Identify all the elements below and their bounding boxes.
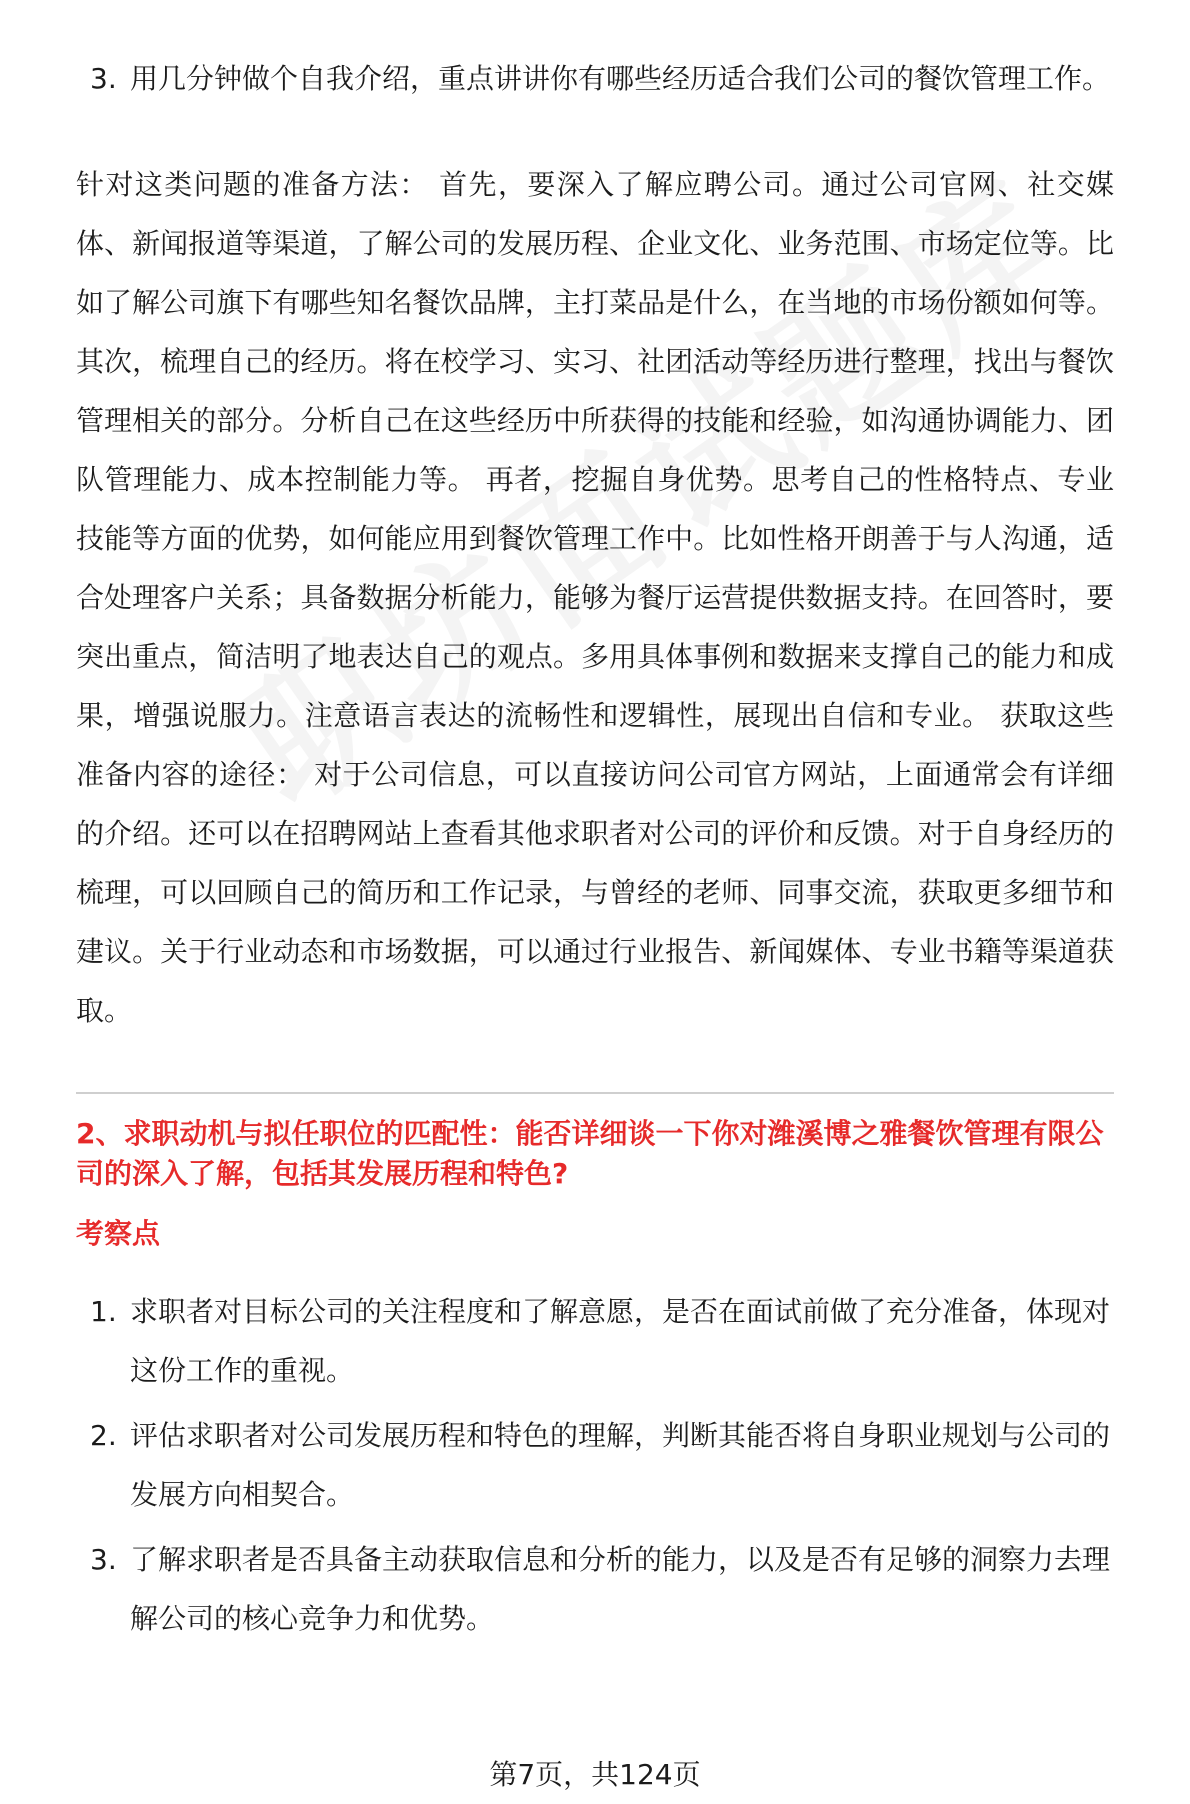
list-item-text: 求职者对目标公司的关注程度和了解意愿，是否在面试前做了充分准备，体现对这份工作的重视。 — [130, 1295, 1111, 1387]
list-item — [76, 49, 1114, 108]
document-page — [0, 49, 1190, 1804]
list-item-number: 3. — [90, 1543, 117, 1576]
list-item-number: 1. — [90, 1295, 117, 1328]
list-item — [76, 1282, 1114, 1400]
list-item-text: 了解求职者是否具备主动获取信息和分析的能力，以及是否有足够的洞察力去理解公司的核心竞争力和优势。 — [130, 1543, 1111, 1635]
question-title: 2、求职动机与拟任职位的匹配性：能否详细谈一下你对潍溪博之雅餐饮管理有限公司的深入了解，包括其发展历程和特色? — [76, 1117, 1104, 1190]
list-item-text: 评估求职者对公司发展历程和特色的理解，判断其能否将自身职业规划与公司的发展方向相契合。 — [130, 1419, 1111, 1511]
page-footer: 第7页，共124页 — [489, 1758, 701, 1791]
evaluation-points-list — [76, 1282, 1114, 1648]
list-item — [76, 1530, 1114, 1648]
list-item-text: 用几分钟做个自我介绍，重点讲讲你有哪些经历适合我们公司的餐饮管理工作。 — [130, 62, 1111, 95]
list-item-number: 3. — [90, 62, 117, 95]
section-divider — [76, 1092, 1114, 1094]
preparation-paragraph: 针对这类问题的准备方法： 首先，要深入了解应聘公司。通过公司官网、社交媒体、新闻报道等渠道，了解公司的发展历程、企业文化、业务范围、市场定位等。比如了解公司旗下有哪些知名餐饮品牌，主打菜品是什么，在当地的市场份额如何等。 其次，梳理自己的经历。将在校学习、实习、社团活动等经历进行整理，找出与餐饮管理相关的部分。分析自己在这些经历中所获得的技能和经验，如沟通协调能力、团队管理能力、成本控制能力等。 再者，挖掘自身优势。思考自己的性格特点、专业技能等方面的优势，如何能应用到餐饮管理工作中。比如性格开朗善于与人沟通，适合处理客户关系；具备数据分析能力，能够为餐厅运营提供数据支持。在回答时，要突出重点，简洁明了地表达自己的观点。多用具体事例和数据来支撑自己的能力和成果，增强说服力。注意语言表达的流畅性和逻辑性，展现出自信和专业。 获取这些准备内容的途径： 对于公司信息，可以直接访问公司官方网站，上面通常会有详细的介绍。还可以在招聘网站上查看其他求职者对公司的评价和反馈。对于自身经历的梳理，可以回顾自己的简历和工作记录，与曾经的老师、同事交流，获取更多细节和建议。关于行业动态和市场数据，可以通过行业报告、新闻媒体、专业书籍等渠道获取。 — [76, 168, 1114, 1027]
list-item — [76, 1406, 1114, 1524]
section-label: 考察点 — [76, 1217, 161, 1250]
list-item-number: 2. — [90, 1419, 117, 1452]
